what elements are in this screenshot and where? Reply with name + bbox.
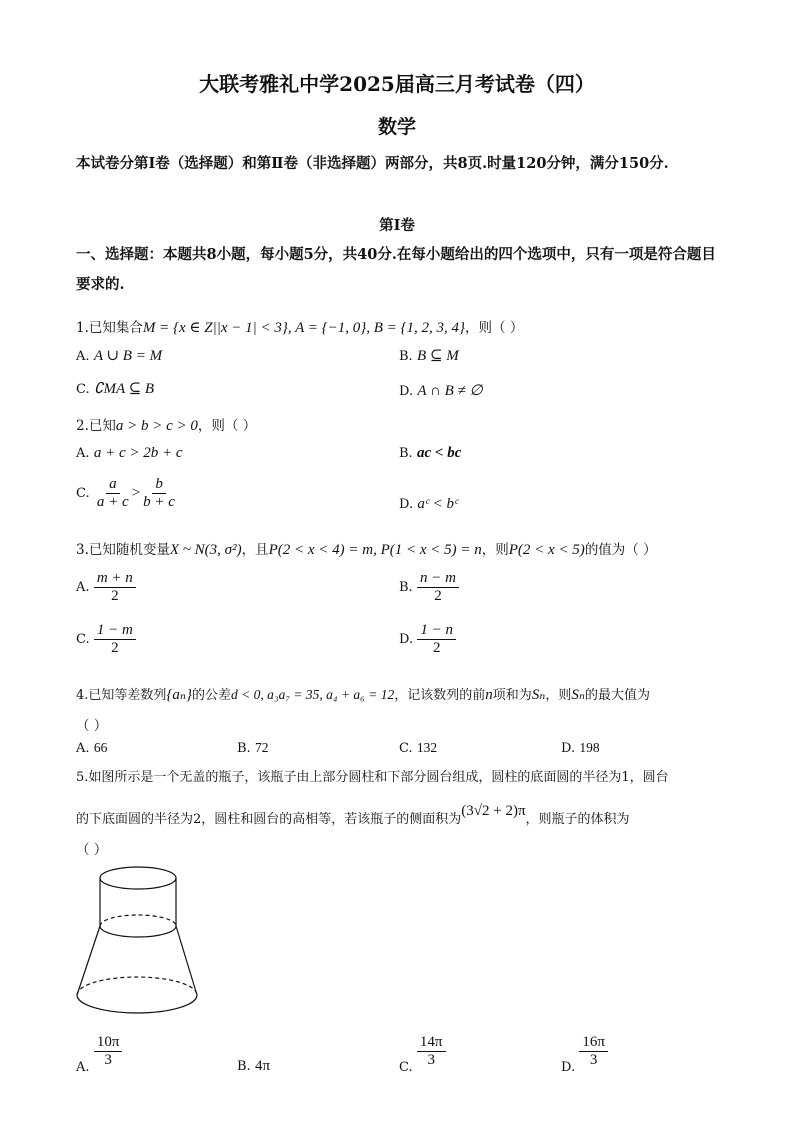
denominator: 2 — [111, 640, 119, 656]
question-2-option-d[interactable] — [399, 496, 458, 513]
question-2-option-a[interactable] — [76, 445, 183, 462]
option-math: aᶜ < bᶜ — [417, 496, 458, 512]
option-label: B. — [237, 1059, 251, 1074]
option-label: D. — [399, 632, 414, 647]
fraction — [140, 476, 178, 511]
stem-math: M = {x ∈ Z||x − 1| < 3}, A = {−1, 0}, B = {1, 2, 3, 4} — [142, 320, 466, 336]
section-heading: 一、选择题：本题共8小题，每小题5分，共40分.在每小题给出的四个选项中，只有一项是符合题目要求的. — [76, 246, 716, 293]
stem-math: Sₙ — [571, 687, 585, 703]
option-label: B. — [399, 349, 413, 364]
stem-text: ，则（ ） — [465, 320, 524, 336]
numerator: 1 − n — [417, 622, 456, 640]
option-label: B. — [399, 580, 413, 595]
numerator: n − m — [417, 570, 459, 588]
stem-math: a > b > c > 0 — [115, 418, 198, 434]
question-1-option-b[interactable] — [399, 346, 459, 365]
question-5-stem-line1 — [76, 766, 669, 785]
stem-math: Sₙ — [531, 687, 546, 703]
relation: > — [131, 485, 141, 501]
option-label: C. — [399, 1060, 413, 1075]
question-2-option-b[interactable] — [399, 445, 461, 462]
fraction — [94, 476, 132, 511]
option-math: A ∪ B = M — [93, 348, 163, 364]
question-5-option-c[interactable] — [399, 1034, 446, 1075]
question-4-blank: （ ） — [76, 718, 108, 734]
stem-text: 已知 — [88, 418, 116, 434]
denominator: 3 — [104, 1052, 112, 1068]
question-number: 3. — [76, 542, 89, 558]
stem-text: 项和为 — [492, 688, 532, 703]
stem-math: P(2 < x < 5) — [508, 542, 585, 558]
junction-front-arc — [100, 926, 176, 937]
question-3-stem — [76, 538, 657, 559]
stem-math: d < 0, a₃a₇ = 35, a₄ + a₆ = 12 — [231, 687, 395, 702]
stem-text: ，记该数列的前 — [394, 688, 486, 703]
question-5-option-d[interactable] — [561, 1034, 608, 1075]
numerator: b — [152, 476, 166, 494]
question-1-stem — [76, 316, 523, 337]
question-4-option-d[interactable] — [561, 740, 600, 756]
stem-text: ，则瓶子的体积为 — [525, 812, 630, 827]
numerator: a — [106, 476, 120, 494]
option-label: D. — [399, 384, 414, 399]
option-math: a + c > 2b + c — [93, 445, 183, 461]
stem-text: ，且 — [241, 542, 269, 558]
option-math: ∁MA ⊆ B — [93, 381, 155, 397]
fraction — [417, 622, 456, 657]
exam-intro: 本试卷分第Ⅰ卷（选择题）和第Ⅱ卷（非选择题）两部分，共8页.时量120分钟，满分150分. — [76, 155, 669, 172]
question-5-stem-line2 — [76, 803, 630, 828]
option-label: B. — [399, 446, 413, 461]
question-3-option-c[interactable] — [76, 622, 136, 657]
denominator: a + c — [96, 494, 129, 510]
option-label: C. — [76, 382, 90, 397]
stem-text: 已知集合 — [88, 320, 143, 336]
option-label: B. — [237, 741, 251, 756]
question-2-option-c[interactable] — [76, 476, 178, 511]
stem-math: P(2 < x < 4) = m, P(1 < x < 5) = n — [268, 542, 482, 558]
question-4-option-a[interactable] — [76, 740, 107, 756]
question-4-option-b[interactable] — [237, 740, 268, 756]
question-5-option-a[interactable] — [76, 1034, 122, 1075]
option-label: D. — [561, 741, 576, 756]
fraction — [94, 622, 136, 657]
question-1-option-c[interactable] — [76, 379, 154, 398]
option-value: 132 — [416, 740, 438, 755]
fraction — [94, 1034, 123, 1069]
denominator: 2 — [432, 640, 441, 656]
base-back-arc — [77, 977, 197, 995]
stem-text: ，则 — [545, 688, 572, 703]
numerator: m + n — [94, 570, 136, 588]
question-4-stem — [76, 684, 650, 704]
option-label: A. — [76, 741, 90, 756]
option-math: B ⊆ M — [416, 348, 459, 364]
option-label: A. — [76, 580, 90, 595]
question-3-option-b[interactable] — [399, 570, 459, 605]
stem-text: 的公差 — [192, 688, 232, 703]
option-label: A. — [76, 1060, 90, 1075]
option-label: D. — [399, 497, 414, 512]
question-1-option-d[interactable] — [399, 381, 483, 400]
stem-text: 的下底面圆的半径为2，圆柱和圆台的高相等，若该瓶子的侧面积为 — [76, 812, 462, 827]
numerator: 16π — [579, 1034, 608, 1052]
option-value: 4π — [254, 1058, 271, 1074]
question-number: 4. — [76, 688, 89, 703]
volume-heading: 第Ⅰ卷 — [379, 217, 415, 234]
denominator: 2 — [434, 588, 442, 604]
fraction — [417, 570, 459, 605]
question-3-option-a[interactable] — [76, 570, 136, 605]
option-label: C. — [399, 741, 413, 756]
option-label: D. — [561, 1060, 576, 1075]
denominator: 2 — [111, 588, 119, 604]
numerator: 1 − m — [94, 622, 136, 640]
question-number: 5. — [76, 770, 89, 785]
question-5-blank: （ ） — [76, 842, 108, 858]
option-value: 72 — [254, 740, 269, 755]
option-label: C. — [76, 486, 90, 501]
option-label: A. — [76, 349, 90, 364]
stem-math: n — [485, 687, 493, 703]
option-value: 198 — [579, 740, 600, 755]
question-3-option-d[interactable] — [399, 622, 456, 657]
exam-title: 大联考雅礼中学2025届高三月考试卷（四） — [199, 72, 595, 96]
stem-text: 已知随机变量 — [88, 542, 170, 558]
question-number: 1. — [76, 320, 89, 336]
stem-math: (3√2 + 2)π — [461, 803, 526, 819]
question-5-option-b[interactable] — [237, 1058, 270, 1075]
stem-text: 已知等差数列 — [88, 688, 167, 703]
stem-math: X ~ N(3, σ²) — [169, 542, 242, 558]
base-front-arc — [77, 995, 197, 1013]
option-math: A ∩ B ≠ ∅ — [417, 383, 483, 399]
fraction — [417, 1034, 446, 1069]
option-value: 66 — [93, 740, 108, 755]
numerator: 14π — [417, 1034, 446, 1052]
fraction — [94, 570, 136, 605]
subject-title: 数学 — [377, 116, 416, 138]
stem-text: 的值为（ ） — [584, 542, 657, 558]
option-label: A. — [76, 446, 90, 461]
question-2-stem — [76, 414, 256, 435]
denominator: 3 — [589, 1052, 598, 1068]
stem-text: ，则（ ） — [197, 418, 257, 434]
fraction — [579, 1034, 608, 1069]
denominator: 3 — [427, 1052, 435, 1068]
option-label: C. — [76, 632, 90, 647]
bottle-figure — [70, 862, 206, 1020]
numerator: 10π — [94, 1034, 123, 1052]
option-math: ac < bc — [416, 445, 462, 461]
question-number: 2. — [76, 418, 89, 434]
cylinder-top-ellipse — [100, 867, 176, 889]
stem-math: {aₙ} — [166, 687, 192, 703]
stem-text: ，则 — [481, 542, 509, 558]
stem-text: 的最大值为 — [584, 688, 650, 703]
question-4-option-c[interactable] — [399, 740, 437, 756]
denominator: b + c — [143, 494, 175, 510]
stem-text: 如图所示是一个无盖的瓶子，该瓶子由上部分圆柱和下部分圆台组成，圆柱的底面圆的半径为1，圆台 — [88, 770, 669, 785]
junction-back-arc — [100, 915, 176, 926]
question-1-option-a[interactable] — [76, 346, 162, 365]
